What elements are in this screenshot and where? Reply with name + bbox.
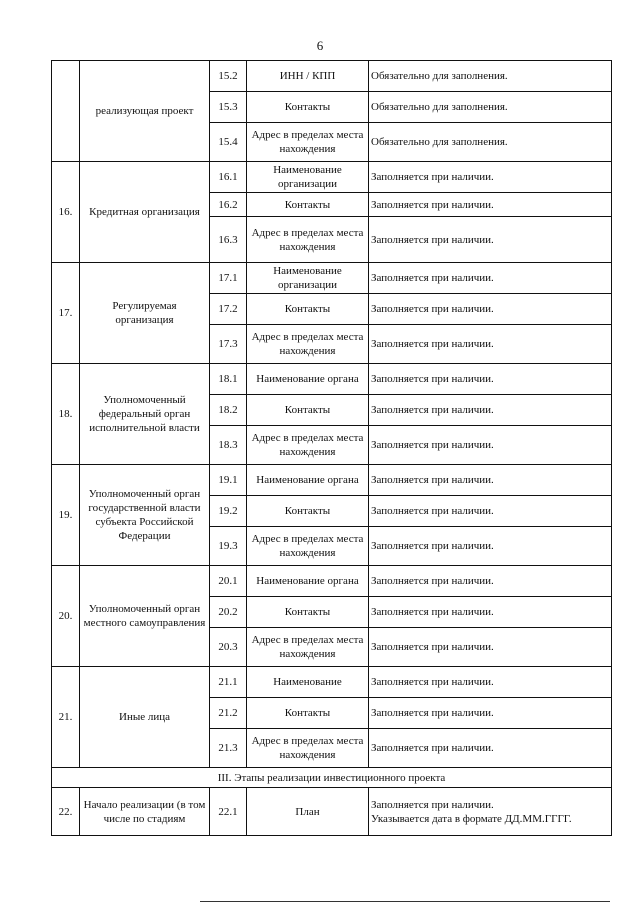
field-name: Адрес в пределах места нахождения xyxy=(247,217,369,263)
fill-requirement: Заполняется при наличии. xyxy=(369,628,612,667)
fill-requirement: Заполняется при наличии. xyxy=(369,162,612,193)
group-number: 17. xyxy=(52,263,80,364)
item-number: 18.1 xyxy=(210,364,247,395)
field-name: Адрес в пределах места нахождения xyxy=(247,527,369,566)
item-number: 17.3 xyxy=(210,325,247,364)
item-number: 21.1 xyxy=(210,667,247,698)
field-name: Контакты xyxy=(247,496,369,527)
fill-requirement: Заполняется при наличии. xyxy=(369,527,612,566)
fill-requirement: Заполняется при наличии. xyxy=(369,597,612,628)
item-number: 20.3 xyxy=(210,628,247,667)
group-name: Уполномоченный орган государственной власти субъекта Российской Федерации xyxy=(80,465,210,566)
item-number: 16.3 xyxy=(210,217,247,263)
table-row xyxy=(52,263,612,294)
fill-requirement: Заполняется при наличии. xyxy=(369,294,612,325)
item-number: 16.1 xyxy=(210,162,247,193)
investment-project-table xyxy=(51,60,612,836)
fill-requirement: Заполняется при наличии. xyxy=(369,465,612,496)
fill-requirement: Заполняется при наличии. xyxy=(369,325,612,364)
fill-requirement: Обязательно для заполнения. xyxy=(369,92,612,123)
item-number: 15.2 xyxy=(210,61,247,92)
fill-requirement: Заполняется при наличии. xyxy=(369,698,612,729)
item-number: 19.3 xyxy=(210,527,247,566)
table-row xyxy=(52,788,612,836)
group-name: Иные лица xyxy=(80,667,210,768)
item-number: 19.2 xyxy=(210,496,247,527)
fill-requirement: Заполняется при наличии. xyxy=(369,364,612,395)
item-number: 18.2 xyxy=(210,395,247,426)
fill-requirement: Заполняется при наличии. xyxy=(369,426,612,465)
item-number: 22.1 xyxy=(210,788,247,836)
field-name: Наименование организации xyxy=(247,263,369,294)
item-number: 15.3 xyxy=(210,92,247,123)
field-name: Наименование xyxy=(247,667,369,698)
bottom-rule xyxy=(200,901,610,902)
item-number: 17.2 xyxy=(210,294,247,325)
field-name: Контакты xyxy=(247,395,369,426)
field-name: Контакты xyxy=(247,597,369,628)
group-name: Уполномоченный орган местного самоуправления xyxy=(80,566,210,667)
fill-requirement: Заполняется при наличии. xyxy=(369,729,612,768)
group-number: 22. xyxy=(52,788,80,836)
group-name: Кредитная организация xyxy=(80,162,210,263)
field-name: Адрес в пределах места нахождения xyxy=(247,426,369,465)
group-number xyxy=(52,61,80,162)
field-name: Адрес в пределах места нахождения xyxy=(247,729,369,768)
field-name: ИНН / КПП xyxy=(247,61,369,92)
field-name: Контакты xyxy=(247,92,369,123)
group-number: 19. xyxy=(52,465,80,566)
fill-requirement: Заполняется при наличии. xyxy=(369,667,612,698)
fill-requirement: Заполняется при наличии. xyxy=(369,193,612,217)
field-name: План xyxy=(247,788,369,836)
field-name: Контакты xyxy=(247,193,369,217)
table-row xyxy=(52,667,612,698)
page-number: 6 xyxy=(316,38,324,53)
table-row xyxy=(52,162,612,193)
table-row xyxy=(52,61,612,92)
group-number: 18. xyxy=(52,364,80,465)
item-number: 21.2 xyxy=(210,698,247,729)
item-number: 19.1 xyxy=(210,465,247,496)
group-name: Регулируемая организация xyxy=(80,263,210,364)
group-name: реализующая проект xyxy=(80,61,210,162)
group-name: Начало реализации (в том числе по стадиям xyxy=(80,788,210,836)
fill-requirement: Заполняется при наличии. xyxy=(369,263,612,294)
group-name: Уполномоченный федеральный орган исполнительной власти xyxy=(80,364,210,465)
field-name: Наименование органа xyxy=(247,364,369,395)
table-row xyxy=(52,364,612,395)
item-number: 20.2 xyxy=(210,597,247,628)
field-name: Наименование организации xyxy=(247,162,369,193)
item-number: 21.3 xyxy=(210,729,247,768)
group-number: 20. xyxy=(52,566,80,667)
group-number: 16. xyxy=(52,162,80,263)
fill-requirement: Заполняется при наличии. xyxy=(369,496,612,527)
item-number: 20.1 xyxy=(210,566,247,597)
item-number: 16.2 xyxy=(210,193,247,217)
requirement-line: Заполняется при наличии. xyxy=(371,798,494,811)
item-number: 15.4 xyxy=(210,123,247,162)
group-number: 21. xyxy=(52,667,80,768)
fill-requirement xyxy=(369,788,612,836)
fill-requirement: Заполняется при наличии. xyxy=(369,566,612,597)
table-row xyxy=(52,465,612,496)
fill-requirement: Заполняется при наличии. xyxy=(369,217,612,263)
field-name: Контакты xyxy=(247,698,369,729)
field-name: Наименование органа xyxy=(247,465,369,496)
item-number: 18.3 xyxy=(210,426,247,465)
fill-requirement: Обязательно для заполнения. xyxy=(369,123,612,162)
section-heading: III. Этапы реализации инвестиционного проекта xyxy=(52,768,612,788)
field-name: Адрес в пределах места нахождения xyxy=(247,123,369,162)
fill-requirement: Обязательно для заполнения. xyxy=(369,61,612,92)
field-name: Адрес в пределах места нахождения xyxy=(247,325,369,364)
field-name: Наименование органа xyxy=(247,566,369,597)
item-number: 17.1 xyxy=(210,263,247,294)
table-row xyxy=(52,566,612,597)
field-name: Контакты xyxy=(247,294,369,325)
section-heading-row xyxy=(52,768,612,788)
field-name: Адрес в пределах места нахождения xyxy=(247,628,369,667)
date-format-note: Указывается дата в формате ДД.ММ.ГГГГ. xyxy=(371,812,572,825)
fill-requirement: Заполняется при наличии. xyxy=(369,395,612,426)
